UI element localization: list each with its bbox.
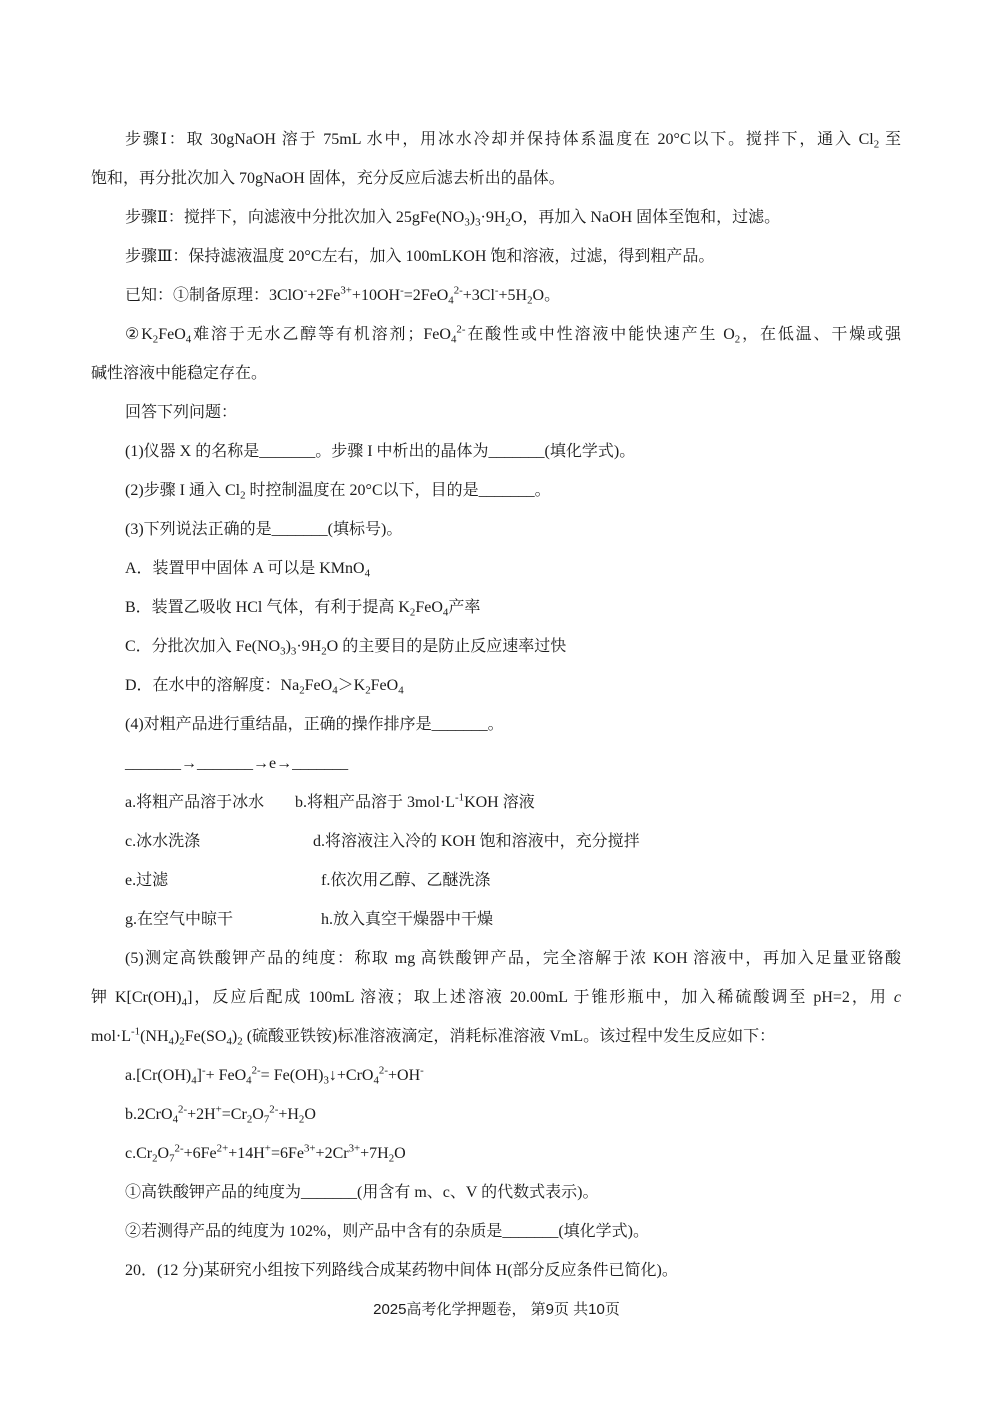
subscript: 4 <box>364 567 371 580</box>
text-run: ②若测得产品的纯度为 102%，则产品中含有的杂质是_______(填化学式)。 <box>125 1223 649 1240</box>
text-run: +10OH <box>351 287 401 304</box>
text-run: O <box>304 1106 316 1123</box>
choice-b <box>91 588 901 627</box>
subscript: 2 <box>237 1035 243 1048</box>
text-run: f.依次用乙醇、乙醚洗涤 <box>321 872 491 889</box>
text-run: FeO <box>158 326 186 343</box>
text-run: O <box>394 1145 406 1162</box>
superscript: 3+ <box>303 1142 316 1155</box>
question-5-part-1 <box>91 1173 901 1212</box>
question-5-continued-1 <box>91 978 901 1017</box>
text-run: O。 <box>532 287 561 304</box>
operation-row-ab <box>91 783 901 822</box>
text-run: 在酸性或中性溶液中能快速产生 O <box>465 326 735 343</box>
page-footer: 2025高考化学押题卷， 第9页 共10页 <box>373 1301 620 1318</box>
text-run: a.将粗产品溶于冰水 <box>125 794 265 811</box>
question-3 <box>91 510 901 549</box>
text-run: c.Cr <box>125 1145 153 1162</box>
text-run: (4)对粗产品进行重结晶，正确的操作排序是_______。 <box>125 716 504 733</box>
text-run: A．装置甲中固体 A 可以是 KMnO <box>125 560 365 577</box>
operation-row-ef <box>91 861 901 900</box>
superscript: - <box>420 1064 424 1077</box>
subscript: 4 <box>191 1074 197 1087</box>
text-run: (1)仪器 X 的名称是_______。步骤 I 中析出的晶体为_______(填化学式)。 <box>125 443 636 460</box>
question-5 <box>91 939 901 978</box>
answer-prompt <box>91 393 901 432</box>
text-run: 已知：①制备原理：3ClO <box>125 287 304 304</box>
step-3-line <box>91 237 901 276</box>
text-run: 饱和，再分批次加入 70gNaOH 固体，充分反应后滤去析出的晶体。 <box>91 170 565 187</box>
superscript: - <box>201 1064 206 1077</box>
subscript: 2 <box>299 684 305 697</box>
subscript: 3 <box>323 1074 329 1087</box>
subscript: 2 <box>365 684 371 697</box>
text-run: = Fe(OH) <box>260 1067 324 1084</box>
subscript: 2 <box>240 489 246 502</box>
question-5-part-2 <box>91 1212 901 1251</box>
subscript: 2 <box>321 645 327 658</box>
text-run: ) <box>285 638 291 655</box>
operation-f <box>321 861 490 900</box>
text-run: D．在水中的溶解度：Na <box>125 677 300 694</box>
text-run: e.过滤 <box>125 872 169 889</box>
superscript: + <box>215 1103 222 1116</box>
subscript: 4 <box>398 684 404 697</box>
text-run: 钾 K[Cr(OH) <box>91 989 182 1006</box>
subscript: 4 <box>448 294 454 307</box>
text-run: (3)下列说法正确的是_______(填标号)。 <box>125 521 403 538</box>
subscript: 2 <box>734 333 741 346</box>
choice-a <box>91 549 901 588</box>
text-run: =6Fe <box>270 1145 304 1162</box>
operation-a <box>125 794 264 811</box>
superscript: 3+ <box>340 284 352 297</box>
superscript: 2- <box>269 1103 279 1116</box>
text-run: FeO <box>415 599 443 616</box>
superscript: - <box>494 284 499 297</box>
superscript: 2- <box>251 1064 261 1077</box>
operation-b <box>295 783 535 822</box>
subscript: 4 <box>181 996 188 1009</box>
operation-h <box>321 900 493 939</box>
text-run: +6Fe <box>183 1145 217 1162</box>
text-run: FeO <box>304 677 333 694</box>
operation-c <box>125 833 200 850</box>
subscript: 2 <box>246 1113 253 1126</box>
text-run: +7H <box>360 1145 389 1162</box>
text-run: (2)步骤 I 通入 Cl <box>125 482 241 499</box>
superscript: - <box>303 284 308 297</box>
operation-g <box>125 911 233 928</box>
subscript: 3 <box>475 216 481 229</box>
question-1 <box>91 432 901 471</box>
text-run: +2Fe <box>307 287 341 304</box>
text-run: ) <box>231 1028 238 1045</box>
known-2-line <box>91 315 901 354</box>
text-run: ] <box>196 1067 202 1084</box>
text-run: ↓+CrO <box>328 1067 374 1084</box>
text-run: =2FeO <box>403 287 449 304</box>
italic-symbol: c <box>893 989 901 1006</box>
superscript: -1 <box>455 791 465 804</box>
text-run: b.将粗产品溶于 3mol·L <box>295 794 455 811</box>
subscript: 4 <box>226 1035 232 1048</box>
text-run: _______→_______→e→_______ <box>125 755 349 772</box>
text-run: (NH <box>140 1028 169 1045</box>
text-run: g.在空气中晾干 <box>125 911 234 928</box>
question-2 <box>91 471 901 510</box>
choice-d <box>91 666 901 705</box>
subscript: 2 <box>873 138 880 151</box>
superscript: -1 <box>131 1025 141 1038</box>
text-run: 步骤Ⅱ：搅拌下，向滤液中分批次加入 25gFe(NO <box>125 209 465 226</box>
text-run: + FeO <box>205 1067 247 1084</box>
operation-row-cd <box>91 822 901 861</box>
subscript: 7 <box>169 1152 175 1165</box>
text-run: 步骤Ⅰ：取 30gNaOH 溶于 75mL 水中，用冰水冷却并保持体系温度在 20°C以下。搅拌下，通入 Cl <box>125 131 874 148</box>
text-run: +5H <box>498 287 528 304</box>
subscript: 2 <box>298 1113 305 1126</box>
text-run: mol·L <box>91 1028 131 1045</box>
text-run: b.2CrO <box>125 1106 173 1123</box>
text-run: ]，反应后配成 100mL 溶液；取上述溶液 20.00mL 于锥形瓶中，加入稀硫酸调至 pH=2，用 <box>187 989 894 1006</box>
text-run: +H <box>278 1106 299 1123</box>
text-run: ＞K <box>337 677 366 694</box>
step-1-continued <box>91 159 901 198</box>
text-run: 时控制温度在 20°C以下，目的是_______。 <box>245 482 551 499</box>
text-run: O <box>252 1106 264 1123</box>
superscript: 2+ <box>216 1142 229 1155</box>
step-2-line <box>91 198 901 237</box>
text-run: FeO <box>370 677 399 694</box>
text-run: +3Cl <box>462 287 495 304</box>
text-run: O 的主要目的是防止反应速率过快 <box>326 638 567 655</box>
operation-d <box>313 822 640 861</box>
text-run: Fe(SO <box>184 1028 227 1045</box>
subscript: 4 <box>442 606 449 619</box>
reaction-a <box>91 1056 901 1095</box>
superscript: 3+ <box>348 1142 361 1155</box>
subscript: 4 <box>168 1035 174 1048</box>
text-run: KOH 溶液 <box>464 794 535 811</box>
superscript: 2- <box>174 1142 184 1155</box>
superscript: + <box>264 1142 271 1155</box>
text-run: B．装置乙吸收 HCl 气体，有利于提高 K <box>125 599 410 616</box>
text-run: +14H <box>228 1145 265 1162</box>
text-run: C．分批次加入 Fe(NO <box>125 638 281 655</box>
subscript: 4 <box>172 1113 178 1126</box>
subscript: 2 <box>179 1035 185 1048</box>
text-run: 步骤Ⅲ：保持滤液温度 20°C左右，加入 100mLKOH 饱和溶液，过滤，得到粗产品。 <box>125 248 715 265</box>
reaction-c <box>91 1134 901 1173</box>
text-run: h.放入真空干燥器中干燥 <box>321 911 494 928</box>
subscript: 4 <box>373 1074 379 1087</box>
text-run: 难溶于无水乙醇等有机溶剂；FeO <box>191 326 451 343</box>
text-run: O <box>157 1145 170 1162</box>
question-4 <box>91 705 901 744</box>
subscript: 4 <box>185 333 192 346</box>
text-run: 20．(12 分)某研究小组按下列路线合成某药物中间体 H(部分反应条件已简化)。 <box>125 1262 678 1279</box>
superscript: 2- <box>378 1064 388 1077</box>
subscript: 2 <box>527 294 533 307</box>
subscript: 4 <box>246 1074 252 1087</box>
text-run: 产率 <box>448 599 481 616</box>
choice-c <box>91 627 901 666</box>
superscript: 2- <box>456 323 466 336</box>
subscript: 4 <box>450 333 457 346</box>
question-5-continued-2 <box>91 1017 901 1056</box>
text-run: ) <box>469 209 476 226</box>
superscript: 2- <box>178 1103 188 1116</box>
subscript: 7 <box>263 1113 270 1126</box>
text-run: 碱性溶液中能稳定存在。 <box>91 365 268 382</box>
known-1-line <box>91 276 901 315</box>
subscript: 2 <box>505 216 511 229</box>
text-run: ·9H <box>296 638 322 655</box>
subscript: 2 <box>388 1152 395 1165</box>
text-run: +2H <box>187 1106 216 1123</box>
text-run: c.冰水洗涤 <box>125 833 201 850</box>
text-run: (5)测定高铁酸钾产品的纯度：称取 mg 高铁酸钾产品，完全溶解于浓 KOH 溶液中，再加入足量亚铬酸 <box>125 950 901 967</box>
step-1-line <box>91 120 901 159</box>
subscript: 2 <box>152 333 159 346</box>
text-run: ①高铁酸钾产品的纯度为_______(用含有 m、c、V 的代数式表示)。 <box>125 1184 599 1201</box>
text-run: O，再加入 NaOH 固体至饱和，过滤。 <box>510 209 781 226</box>
text-run: 至 <box>879 131 901 148</box>
exam-page-body <box>91 120 901 1290</box>
text-run: +2Cr <box>315 1145 349 1162</box>
text-run: 回答下列问题： <box>125 404 238 421</box>
operation-e <box>125 872 168 889</box>
subscript: 4 <box>332 684 338 697</box>
text-run: d.将溶液注入冷的 KOH 饱和溶液中，充分搅拌 <box>313 833 640 850</box>
subscript: 2 <box>152 1152 158 1165</box>
operation-row-gh <box>91 900 901 939</box>
text-run: ，在低温、干燥或强 <box>740 326 901 343</box>
subscript: 3 <box>464 216 470 229</box>
subscript: 2 <box>409 606 416 619</box>
superscript: - <box>400 284 404 297</box>
text-run: (硫酸亚铁铵)标准溶液滴定，消耗标准溶液 VmL。该过程中发生反应如下： <box>242 1028 776 1045</box>
text-run: a.[Cr(OH) <box>125 1067 192 1084</box>
subscript: 3 <box>290 645 297 658</box>
subscript: 3 <box>280 645 286 658</box>
text-run: ②K <box>125 326 153 343</box>
sequence-blanks <box>91 744 901 783</box>
text-run: ) <box>173 1028 180 1045</box>
known-2-continued <box>91 354 901 393</box>
superscript: 2- <box>453 284 463 297</box>
text-run: =Cr <box>221 1106 247 1123</box>
text-run: ·9H <box>480 209 506 226</box>
text-run: +OH <box>387 1067 421 1084</box>
question-20-heading <box>91 1251 901 1290</box>
reaction-b <box>91 1095 901 1134</box>
